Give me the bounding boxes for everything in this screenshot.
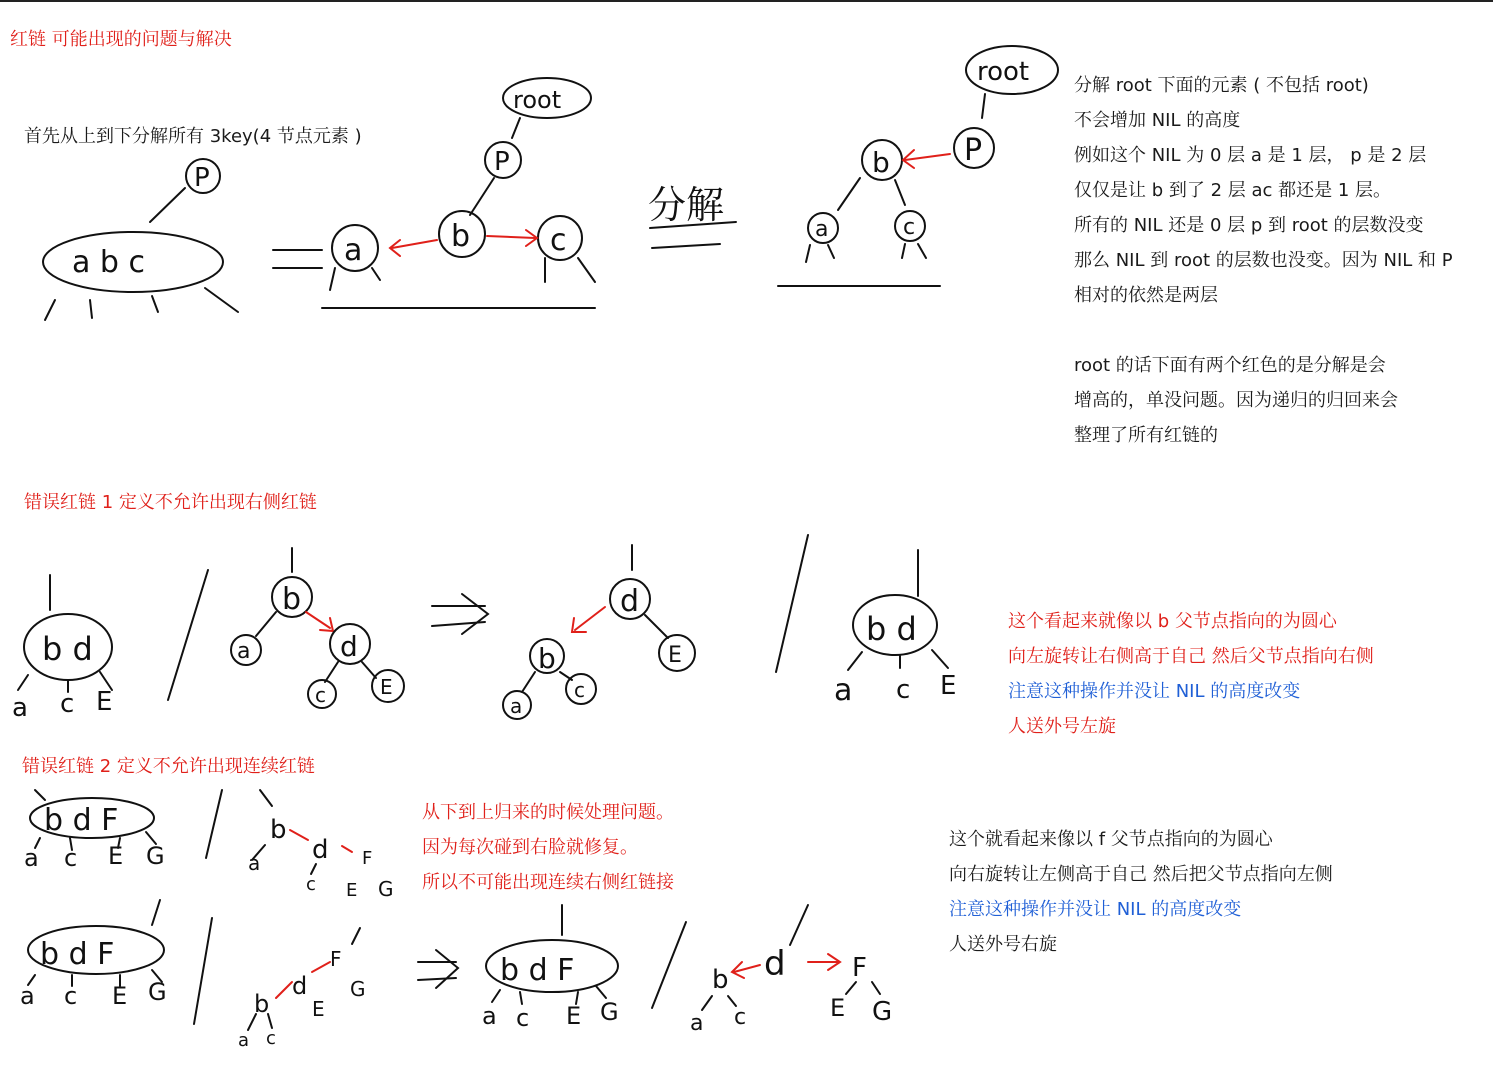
note-line: 相对的依然是两层 (1074, 285, 1218, 306)
p-label-2: P (964, 133, 983, 168)
implies-arrow-2 (418, 950, 458, 988)
a-label-2: a (815, 217, 829, 242)
error1-bd-node (12, 570, 208, 723)
note-right-rotate (949, 822, 1333, 962)
implies-arrow-1 (432, 594, 488, 634)
c-leaf-8: c (64, 982, 78, 1010)
e-leaf-8: E (112, 982, 128, 1010)
error2-chain-tree (248, 790, 394, 901)
error1-result-node (834, 550, 956, 708)
decompose-word (648, 183, 736, 248)
b-label-1: b (451, 219, 471, 254)
error2-merged-node (482, 905, 686, 1032)
error2-heading: 错误红链 2 定义不允许出现连续红链 (22, 756, 315, 777)
a-label-1: a (344, 233, 363, 268)
note-line: 例如这个 NIL 为 0 层 a 是 1 层， p 是 2 层 (1074, 145, 1427, 166)
e-label-3: E (380, 675, 393, 699)
bdf-label-3: b d F (500, 953, 575, 988)
note-line: 向左旋转让右侧高于自己 然后父节点指向右侧 (1008, 646, 1374, 667)
b-label-4: b (538, 642, 556, 675)
note-line: root 的话下面有两个红色的是分解是会 (1074, 355, 1386, 376)
g-label-9: G (350, 977, 366, 1001)
g-leaf-6: G (146, 842, 165, 870)
note-line: 分解 root 下面的元素 ( 不包括 root) (1074, 75, 1369, 96)
c-label-4: c (574, 678, 585, 702)
error1-tree (231, 548, 404, 708)
note-line: 这个看起来就像以 b 父节点指向的为圆心 (1008, 611, 1337, 632)
g-leaf-8: G (148, 978, 167, 1006)
error2-bdf-node-2 (20, 900, 212, 1024)
four-node-abc-label: a b c (72, 245, 145, 280)
a-label-4: a (510, 694, 523, 718)
decomposed-tree (322, 78, 595, 308)
c-label-2: c (903, 215, 916, 240)
b-label-11: b (712, 965, 729, 995)
note-line: 向右旋转让左侧高于自己 然后把父节点指向左侧 (949, 864, 1333, 885)
d-label-11: d (764, 944, 786, 984)
c-leaf-5: c (896, 675, 911, 705)
error1-rotated-tree (503, 535, 808, 719)
root-label-2: root (977, 57, 1030, 87)
a-leaf-1: a (12, 693, 28, 723)
c-leaf-6: c (64, 844, 78, 872)
equals-sign (273, 250, 322, 268)
f-label-7: F (362, 848, 373, 869)
c-label-11: c (734, 1005, 747, 1030)
bd-label-1: b d (42, 630, 93, 668)
b-label-2: b (872, 146, 890, 179)
note-line: 那么 NIL 到 root 的层数也没变。因为 NIL 和 P (1074, 250, 1453, 271)
bd-label-5: b d (866, 610, 917, 648)
note-line: 人送外号右旋 (949, 934, 1057, 955)
e-leaf-10: E (566, 1002, 582, 1030)
a-leaf-5: a (834, 673, 853, 708)
d-label-9: d (292, 972, 308, 1000)
c-label-1: c (550, 223, 567, 258)
g-label-7: G (378, 877, 394, 901)
e-label-11: E (830, 994, 846, 1022)
a-label-9: a (238, 1030, 250, 1051)
e-leaf-5: E (940, 671, 957, 701)
c-leaf-1: c (60, 689, 75, 719)
note-bottom-mid (422, 795, 674, 900)
right-rotated-result (690, 905, 892, 1036)
c-label-9: c (266, 1028, 276, 1049)
note-line: 所以不可能出现连续右侧红链接 (422, 872, 674, 893)
note-line-blue: 注意这种操作并没让 NIL 的高度改变 (1008, 681, 1301, 702)
bdf-label-2: b d F (40, 937, 115, 972)
note-line: 因为每次碰到右脸就修复。 (422, 837, 638, 858)
d-label-7: d (312, 835, 329, 865)
e-label-9: E (312, 997, 325, 1021)
decompose-intro: 首先从上到下分解所有 3key(4 节点元素 ) (24, 126, 362, 147)
error2-chain-tree-2 (238, 928, 366, 1051)
four-node-abc (43, 159, 238, 320)
a-label-3: a (237, 639, 251, 664)
b-label-3: b (282, 582, 302, 617)
main-heading: 红链 可能出现的问题与解决 (10, 29, 232, 50)
after-decompose-tree (778, 46, 1058, 286)
e-label-4: E (668, 643, 682, 668)
c-leaf-10: c (516, 1004, 530, 1032)
c-label-7: c (306, 874, 316, 895)
p-node-label: P (194, 163, 210, 193)
a-leaf-6: a (24, 844, 39, 872)
note-line: 人送外号左旋 (1008, 716, 1116, 737)
g-label-11: G (872, 997, 893, 1027)
note-line: 所有的 NIL 还是 0 层 p 到 root 的层数没变 (1074, 215, 1424, 236)
note-right-mid (1074, 348, 1398, 453)
note-line: 不会增加 NIL 的高度 (1074, 110, 1241, 131)
note-line: 这个就看起来像以 f 父节点指向的为圆心 (949, 829, 1273, 850)
d-label-4: d (620, 584, 640, 619)
note-left-rotate (1008, 604, 1374, 744)
note-line: 仅仅是让 b 到了 2 层 ac 都还是 1 层。 (1074, 180, 1392, 201)
b-label-9: b (254, 990, 270, 1018)
bdf-label-1: b d F (44, 803, 119, 838)
a-label-11: a (690, 1011, 704, 1036)
a-leaf-8: a (20, 982, 35, 1010)
a-label-7: a (248, 851, 261, 875)
root-label-1: root (513, 86, 562, 114)
g-leaf-10: G (600, 998, 619, 1026)
b-label-7: b (270, 815, 287, 845)
note-line-blue: 注意这种操作并没让 NIL 的高度改变 (949, 899, 1242, 920)
e-label-7: E (346, 880, 358, 901)
decompose-label: 分解 (648, 183, 725, 227)
note-line: 增高的，单没问题。因为递归的归回来会 (1074, 390, 1398, 411)
e-leaf-1: E (96, 687, 113, 717)
error2-bdf-node (24, 790, 222, 872)
note-line: 从下到上归来的时候处理问题。 (422, 802, 674, 823)
f-label-11: F (852, 953, 867, 983)
d-label-3: d (340, 630, 358, 663)
note-right-top (1074, 68, 1453, 313)
p-label-1: P (494, 147, 510, 177)
error1-heading: 错误红链 1 定义不允许出现右侧红链 (24, 492, 317, 513)
f-label-9: F (330, 947, 342, 971)
c-label-3: c (315, 683, 326, 707)
a-leaf-10: a (482, 1002, 497, 1030)
e-leaf-6: E (108, 842, 124, 870)
note-line: 整理了所有红链的 (1074, 425, 1218, 446)
